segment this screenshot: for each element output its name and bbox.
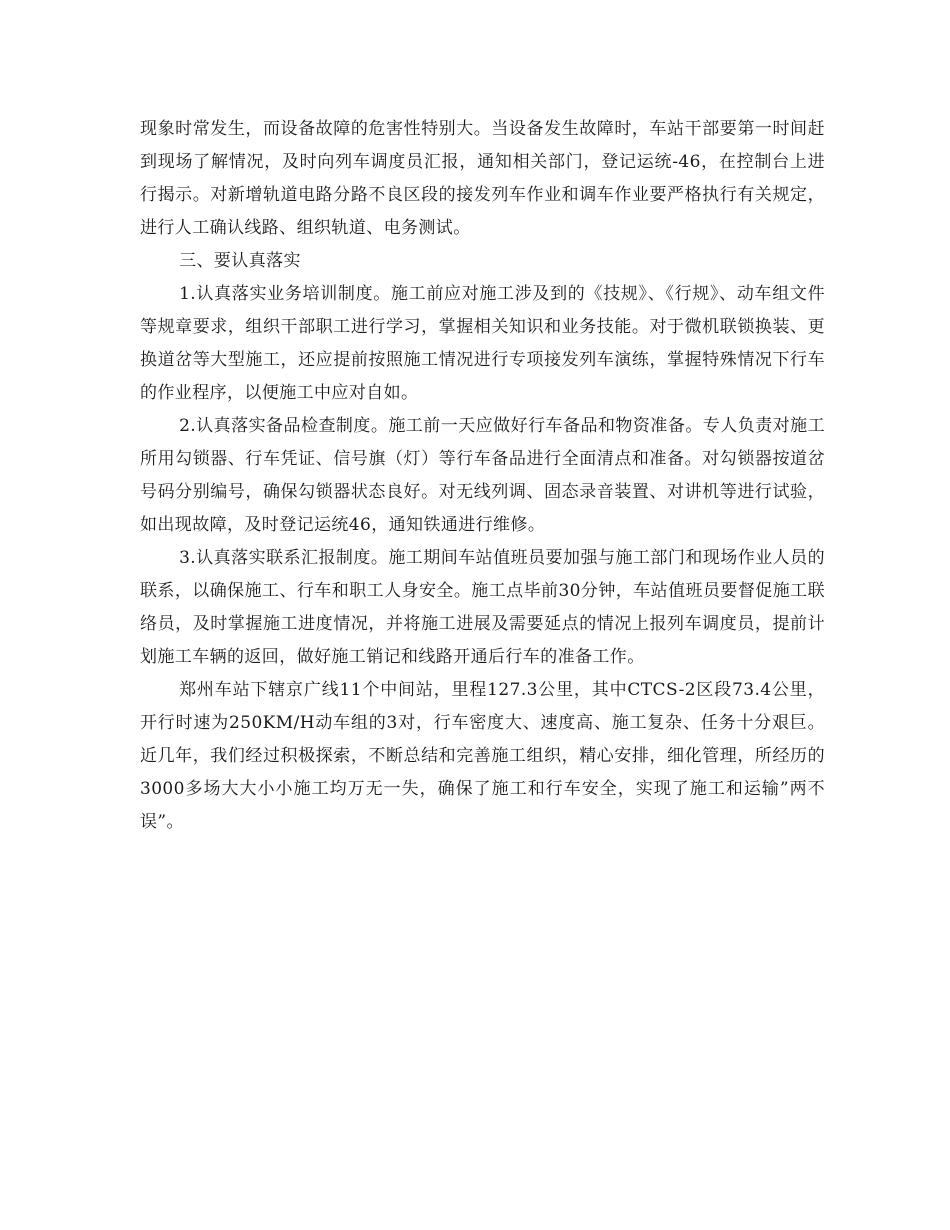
paragraph-summary: 郑州车站下辖京广线11个中间站，里程127.3公里，其中CTCS-2区段73.4公里，开行时速为250KM/H动车组的3对，行车密度大、速度高、施工复杂、任务十分艰巨。近几年，我们经过积极探索，不断总结和完善施工组织，精心安排，细化管理，所经历的3000多场大大小小施工均万无一失，确保了施工和行车安全，实现了施工和运输”两不误”。 — [140, 680, 825, 832]
paragraph-item-3: 3.认真落实联系汇报制度。施工期间车站值班员要加强与施工部门和现场作业人员的联系，以确保施工、行车和职工人身安全。施工点毕前30分钟，车站值班员要督促施工联络员，及时掌握施工进度情况，并将施工进展及需要延点的情况上报列车调度员，提前计划施工车辆的返回，做好施工销记和线路开通后行车的准备工作。 — [140, 548, 825, 667]
document-body — [140, 113, 825, 839]
section-heading: 三、要认真落实 — [179, 251, 301, 271]
paragraph-item-2: 2.认真落实备品检查制度。施工前一天应做好行车备品和物资准备。专人负责对施工所用勾锁器、行车凭证、信号旗（灯）等行车备品进行全面清点和准备。对勾锁器按道岔号码分别编号，确保勾锁器状态良好。对无线列调、固态录音装置、对讲机等进行试验，如出现故障，及时登记运统46，通知铁通进行维修。 — [140, 416, 825, 535]
paragraph-item-1: 1.认真落实业务培训制度。施工前应对施工涉及到的《技规》、《行规》、动车组文件等规章要求，组织干部职工进行学习，掌握相关知识和业务技能。对于微机联锁换装、更换道岔等大型施工，还应提前按照施工情况进行专项接发列车演练，掌握特殊情况下行车的作业程序，以便施工中应对自如。 — [140, 284, 825, 403]
paragraph-continued: 现象时常发生，而设备故障的危害性特别大。当设备发生故障时，车站干部要第一时间赶到现场了解情况，及时向列车调度员汇报，通知相关部门，登记运统-46，在控制台上进行揭示。对新增轨道电路分路不良区段的接发列车作业和调车作业要严格执行有关规定，进行人工确认线路、组织轨道、电务测试。 — [140, 119, 825, 238]
